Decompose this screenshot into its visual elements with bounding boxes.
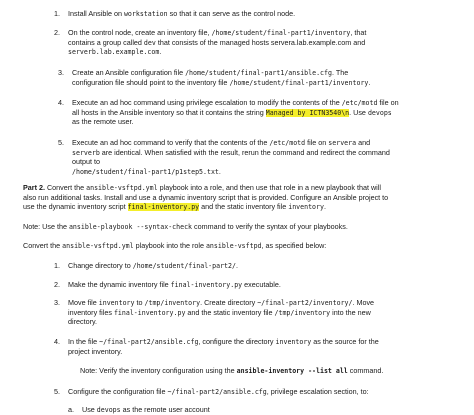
text: Convert the [23,241,63,250]
text: file on [377,98,399,107]
text: are identical. When satisfied with the result, rerun the command and redirect the command [99,147,390,157]
text: into the new [330,307,371,317]
text: project inventory. [68,346,123,356]
code-text: final-inventory.py [113,308,186,317]
text: Note: Verify the inventory configuration using the [80,366,237,375]
part2-step4-text [68,337,379,356]
code-text: devops [96,406,121,414]
code-text: /home/student/final-part1/ansible.cfg [185,69,332,77]
text: On the control node, create an inventory file, [68,28,212,37]
highlighted-code-text: final-inventory.py [127,203,200,212]
part2-step3-text [68,298,374,327]
text: , as specified below: [261,241,327,250]
text: . Use [349,107,368,117]
part1-item1-text [68,9,295,19]
item-number: 2. [54,28,60,37]
part1-item4-text [72,98,399,127]
text: to [134,298,145,307]
item-number: 4. [58,98,64,107]
text: also run additional tasks. Install and use a dynamic inventory script that is provided. Configure an Ansible project to [23,192,389,202]
text: use the dynamic inventory script [23,202,128,212]
highlighted-code-text: Managed by ICTN3540\n [265,108,350,117]
text: . [159,47,162,57]
code-text: final-inventory.py [170,281,243,289]
text: directory. [68,317,98,327]
code-text: /tmp/inventory [144,299,201,307]
text: that consists of the managed hosts [155,37,271,47]
code-text: inventory [98,299,135,307]
code-text: inventory [275,338,312,346]
code-text: /tmp/inventory [274,308,331,317]
item-number: 5. [58,138,64,147]
code-text: devops [367,108,392,117]
part2-step2-text [68,280,281,290]
text: , privilege escalation section, to: [266,387,369,396]
text: . Move [352,298,375,307]
code-text: serverb [72,148,100,157]
item-number: 1. [54,9,60,18]
code-text: workstation [123,10,168,18]
text: Note: Use the [23,222,69,231]
text: Change directory to [68,261,133,270]
text: so that it can serve as the control node. [167,9,296,18]
text: , that [350,28,367,37]
code-text: /etc/motd [341,99,378,107]
text: as the source for the [311,337,379,346]
part1-item2-text [68,28,366,57]
code-text: ansible-playbook --syntax-check [68,223,193,231]
text: configuration file should point to the inventory file [72,77,230,87]
text: In the file [68,337,100,346]
item-number: 3. [54,298,60,307]
part1-item3-text [72,68,370,87]
text: and [351,37,366,47]
part2-step1-text [68,261,238,271]
text: Execute an ad hoc command to verify that the contents of the [72,138,270,147]
code-text: ansible-vsftpd [205,242,262,250]
code-text: /home/student/final-part1/p1step5.txt [72,167,219,176]
text: inventory files [68,307,114,317]
text: and [356,138,371,147]
text: . Create directory [200,298,258,307]
code-text: ansible-inventory --list all [236,367,348,375]
item-number: 3. [58,68,64,77]
text: output to [72,157,100,167]
text: command to verify the syntax of your playbooks. [192,222,348,231]
text: . [235,261,238,270]
code-text: /home/student/final-part1/inventory [211,29,351,37]
item-number: 1. [54,261,60,270]
text: file on [305,138,329,147]
text: . [368,77,371,87]
text: Make the dynamic inventory file [68,280,171,289]
text: all hosts in the Ansible inventory so that it contains the string [72,107,266,117]
text: . [218,166,221,176]
text: playbook into a role, and then use that role in a new playbook that will [157,183,381,192]
text: command. [347,366,384,375]
code-text: ansible-vsftpd.yml [62,242,134,250]
text: and the static inventory file [199,202,289,212]
code-text: ~/final-part2/inventory/ [257,299,353,307]
text: Use [82,405,97,414]
part1-item5-text [72,138,390,177]
text: contains a group called [68,37,144,47]
text: Configure the configuration file [68,387,168,396]
text: , configure the directory [198,337,276,346]
syntax-note [23,222,348,232]
code-text: /home/student/final-part1/inventory [229,78,369,87]
text: and the static inventory file [185,307,275,317]
code-text: dev [143,38,156,47]
code-text: serverb.lab.example.com [68,48,160,57]
text: Convert the [44,183,87,192]
part2-step5a-text [82,405,210,415]
text: Execute an ad hoc command using privilege escalation to modify the contents of the [72,98,342,107]
text: playbook into the role [133,241,206,250]
part2-intro [23,183,388,212]
item-number: 2. [54,280,60,289]
convert-instruction [23,241,326,251]
code-text: inventory [288,203,324,212]
text: Install Ansible on [68,9,124,18]
hostname-text: servera.lab.example.com [270,37,352,47]
code-text: servera [328,139,357,147]
item-number: 5. [54,387,60,396]
text: . The [331,68,349,77]
part2-step5-text [68,387,369,397]
text: as the remote user account [120,405,210,414]
text: as the remote user. [72,117,134,127]
part-heading: Part 2. [23,183,45,192]
text: executable. [242,280,281,289]
code-text: ~/final-part2/ansible.cfg [99,338,199,346]
text: Create an Ansible configuration file [72,68,186,77]
text: Move file [68,298,99,307]
inventory-note [80,366,383,376]
code-text: /etc/motd [269,139,306,147]
code-text: ansible-vsftpd.yml [86,184,158,192]
item-number: 4. [54,337,60,346]
item-number: a. [68,405,74,414]
code-text: /home/student/final-part2/ [132,262,236,270]
text: . [323,202,326,212]
code-text: ~/final-part2/ansible.cfg [167,388,267,396]
